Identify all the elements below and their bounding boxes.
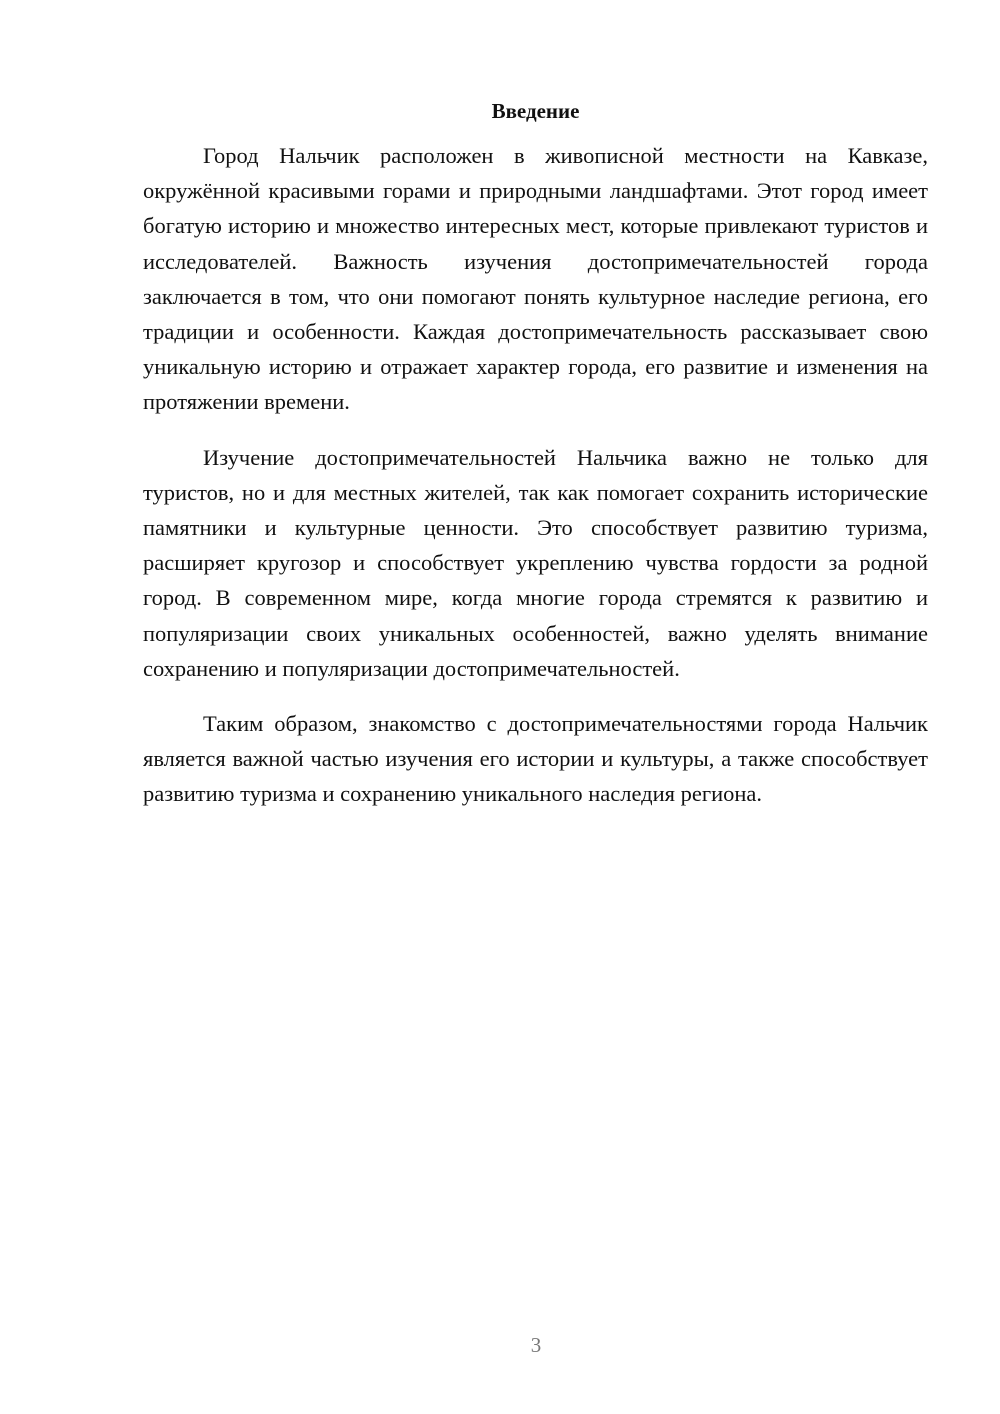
- page-content: [143, 96, 928, 832]
- page-number: 3: [530, 1333, 542, 1357]
- paragraph-importance: Изучение достопримечательностей Нальчика важно не только для туристов, но и для местных жителей, так как помогает сохранить исторические памятники и культурные ценности. Это способствует развитию туризма, расширяет кругозор и способствует укреплению чувства гордости за родной город. В современном мире, когда многие города стремятся к развитию и популяризации своих уникальных особенностей, важно уделять внимание сохранению и популяризации достопримечательностей.: [143, 444, 928, 681]
- paragraph-intro: Город Нальчик расположен в живописной местности на Кавказе, окружённой красивыми горами и природными ландшафтами. Этот город имеет богатую историю и множество интересных мест, которые привлекают туристов и исследователей. Важность изучения достопримечательностей города заключается в том, что они помогают понять культурное наследие региона, его традиции и особенности. Каждая достопримечательность рассказывает свою уникальную историю и отражает характер города, его развитие и изменения на протяжении времени.: [143, 143, 928, 415]
- section-heading: Введение: [491, 99, 580, 123]
- paragraph-conclusion: Таким образом, знакомство с достопримечательностями города Нальчик является важной частью изучения его истории и культуры, а также способствует развитию туризма и сохранению уникального наследия региона.: [143, 711, 928, 807]
